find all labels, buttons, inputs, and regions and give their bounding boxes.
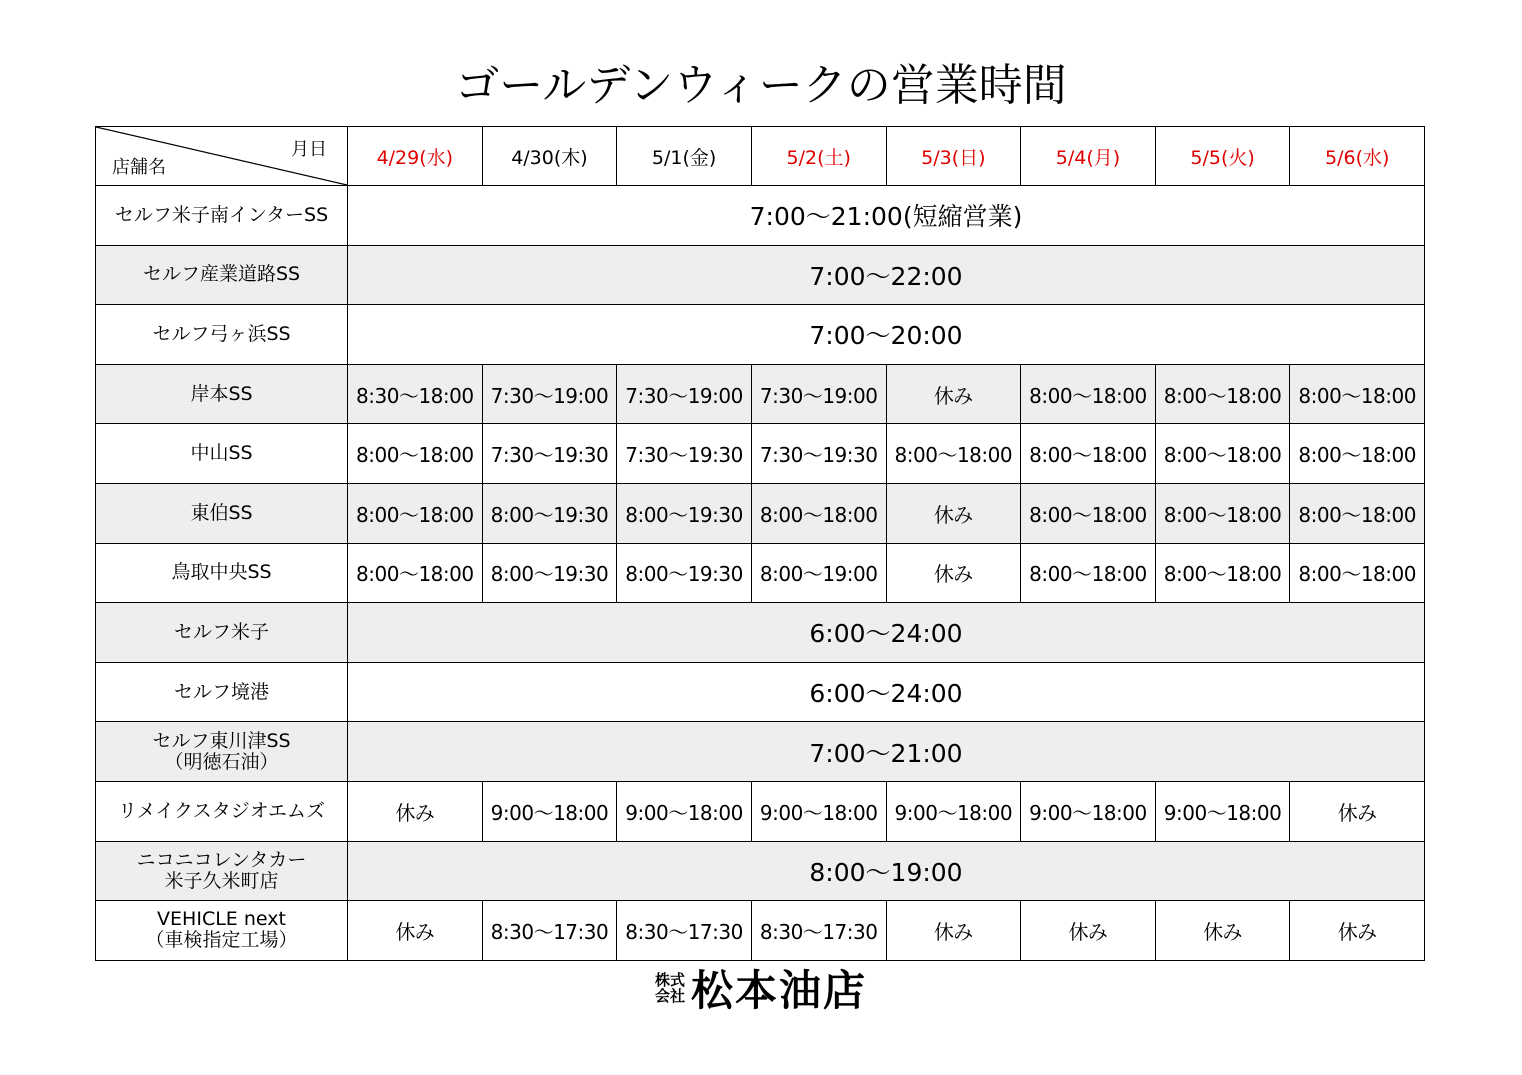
store-name-line: 中山SS — [190, 442, 253, 465]
hours-cell: 8:00～18:00 — [1021, 424, 1156, 484]
company-name: 松本油店 — [691, 966, 868, 1015]
hours-cell: 休み — [886, 543, 1021, 603]
table-row — [96, 662, 1425, 722]
date-header-cell: 5/2(土) — [751, 127, 886, 186]
date-header-cell: 5/1(金) — [617, 127, 752, 186]
store-name-cell — [96, 662, 348, 722]
hours-cell: 9:00～18:00 — [1021, 781, 1156, 841]
date-header-cell: 4/29(水) — [348, 127, 483, 186]
date-header-cell: 5/4(月) — [1021, 127, 1156, 186]
store-name-cell — [96, 186, 348, 246]
hours-cell: 8:00～19:30 — [482, 543, 617, 603]
table-row — [96, 245, 1425, 305]
table-body — [96, 186, 1425, 961]
store-axis-label: 店舗名 — [112, 157, 166, 178]
hours-all-days-cell: 6:00～24:00 — [348, 662, 1425, 722]
hours-cell: 8:00～18:00 — [751, 483, 886, 543]
hours-cell: 8:00～18:00 — [1290, 364, 1425, 424]
store-name-cell — [96, 781, 348, 841]
hours-cell: 8:00～18:00 — [1155, 424, 1290, 484]
hours-cell: 8:00～18:00 — [1155, 483, 1290, 543]
hours-all-days-cell: 7:00～21:00 — [348, 722, 1425, 782]
table-row — [96, 781, 1425, 841]
hours-cell: 8:00～18:00 — [1290, 424, 1425, 484]
store-name-line: 米子久米町店 — [164, 869, 279, 892]
hours-cell: 8:00～19:30 — [617, 483, 752, 543]
hours-cell: 休み — [886, 364, 1021, 424]
store-name-cell — [96, 305, 348, 365]
hours-cell: 8:00～18:00 — [886, 424, 1021, 484]
table-row — [96, 483, 1425, 543]
table-row — [96, 186, 1425, 246]
hours-cell: 休み — [886, 483, 1021, 543]
table-row — [96, 305, 1425, 365]
store-name-cell — [96, 364, 348, 424]
hours-cell: 休み — [1290, 781, 1425, 841]
hours-cell: 9:00～18:00 — [886, 781, 1021, 841]
hours-cell: 8:00～18:00 — [1021, 483, 1156, 543]
hours-cell: 8:30～17:30 — [751, 901, 886, 961]
store-name-line: 岸本SS — [190, 382, 253, 405]
store-name-line: リメイクスタジオエムズ — [118, 799, 325, 822]
hours-cell: 8:00～18:00 — [348, 483, 483, 543]
hours-cell: 8:30～18:00 — [348, 364, 483, 424]
hours-cell: 8:00～19:30 — [617, 543, 752, 603]
hours-cell: 7:30～19:30 — [482, 424, 617, 484]
hours-cell: 9:00～18:00 — [482, 781, 617, 841]
hours-cell: 8:00～18:00 — [1290, 543, 1425, 603]
store-name-line: 鳥取中央SS — [171, 561, 272, 584]
table-header-row — [96, 127, 1425, 186]
store-name-cell — [96, 483, 348, 543]
hours-all-days-cell: 7:00～20:00 — [348, 305, 1425, 365]
hours-cell: 休み — [348, 901, 483, 961]
hours-cell: 8:00～18:00 — [348, 424, 483, 484]
hours-cell: 9:00～18:00 — [617, 781, 752, 841]
store-name-cell — [96, 901, 348, 961]
table-row — [96, 841, 1425, 901]
company-type-bottom: 会社 — [654, 987, 685, 1005]
page-title: ゴールデンウィークの営業時間 — [455, 60, 1067, 111]
hours-cell: 8:00～18:00 — [1021, 543, 1156, 603]
business-hours-table — [95, 126, 1425, 961]
date-header-cell: 5/5(火) — [1155, 127, 1290, 186]
table-row — [96, 424, 1425, 484]
store-name-line: ニコニコレンタカー — [136, 848, 307, 871]
hours-cell: 7:30～19:30 — [617, 424, 752, 484]
store-name-cell — [96, 722, 348, 782]
store-name-line: （明徳石油） — [164, 750, 279, 773]
hours-cell: 9:00～18:00 — [751, 781, 886, 841]
date-header-cell: 5/3(日) — [886, 127, 1021, 186]
store-name-line: セルフ米子南インターSS — [114, 203, 329, 226]
company-type-top: 株式 — [654, 971, 685, 989]
corner-header-cell — [96, 127, 348, 186]
hours-cell: 8:30～17:30 — [617, 901, 752, 961]
hours-all-days-cell: 8:00～19:00 — [348, 841, 1425, 901]
store-name-cell — [96, 543, 348, 603]
store-name-line: （車検指定工場） — [145, 929, 298, 952]
hours-cell: 9:00～18:00 — [1155, 781, 1290, 841]
table-row — [96, 364, 1425, 424]
table-row — [96, 603, 1425, 663]
hours-cell: 8:30～17:30 — [482, 901, 617, 961]
hours-all-days-cell: 6:00～24:00 — [348, 603, 1425, 663]
hours-cell: 休み — [1155, 901, 1290, 961]
store-name-line: セルフ産業道路SS — [142, 263, 301, 286]
hours-cell: 8:00～18:00 — [1155, 364, 1290, 424]
table-row — [96, 901, 1425, 961]
table-row — [96, 722, 1425, 782]
store-name-line: セルフ弓ヶ浜SS — [152, 322, 291, 345]
store-name-line: 東伯SS — [190, 501, 253, 524]
hours-all-days-cell: 7:00～21:00(短縮営業) — [348, 186, 1425, 246]
date-header-cell: 4/30(木) — [482, 127, 617, 186]
date-axis-label: 月日 — [291, 139, 327, 160]
store-name-cell — [96, 841, 348, 901]
hours-cell: 8:00～18:00 — [1290, 483, 1425, 543]
hours-cell: 8:00～19:30 — [482, 483, 617, 543]
hours-cell: 8:00～19:00 — [751, 543, 886, 603]
hours-cell: 8:00～18:00 — [348, 543, 483, 603]
hours-cell: 7:30～19:30 — [751, 424, 886, 484]
hours-cell: 7:30～19:00 — [482, 364, 617, 424]
store-name-cell — [96, 603, 348, 663]
hours-all-days-cell: 7:00～22:00 — [348, 245, 1425, 305]
store-name-line: セルフ東川津SS — [152, 729, 291, 752]
hours-cell: 休み — [1290, 901, 1425, 961]
hours-cell: 休み — [886, 901, 1021, 961]
hours-cell: 7:30～19:00 — [751, 364, 886, 424]
store-name-line: セルフ境港 — [173, 680, 269, 703]
store-name-line: セルフ米子 — [173, 620, 269, 643]
company-type-label — [655, 972, 685, 1004]
store-name-line: VEHICLE next — [157, 908, 286, 931]
date-header-cell: 5/6(水) — [1290, 127, 1425, 186]
hours-cell: 8:00～18:00 — [1021, 364, 1156, 424]
hours-cell: 8:00～18:00 — [1155, 543, 1290, 603]
store-name-cell — [96, 424, 348, 484]
company-logo — [0, 962, 1522, 1014]
table-row — [96, 543, 1425, 603]
hours-cell: 7:30～19:00 — [617, 364, 752, 424]
hours-cell: 休み — [348, 781, 483, 841]
hours-cell: 休み — [1021, 901, 1156, 961]
store-name-cell — [96, 245, 348, 305]
